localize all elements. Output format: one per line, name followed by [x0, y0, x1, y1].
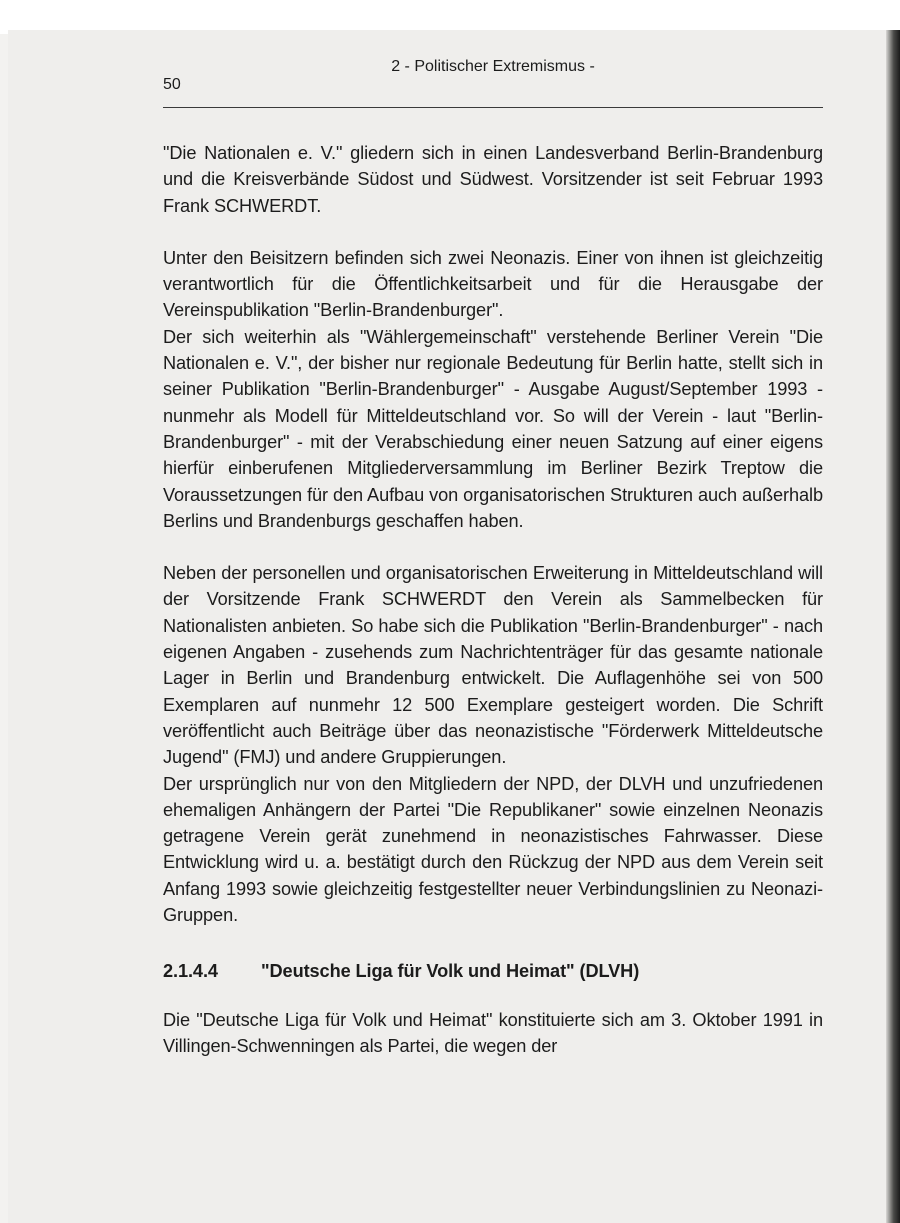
heading-gap	[163, 985, 823, 1007]
paragraph-gap	[163, 928, 823, 958]
paragraph: "Die Nationalen e. V." gliedern sich in einen Landesverband Berlin-Brandenburg und die Kreisverbände Südost und Südwest. Vorsitzender ist seit Februar 1993 Frank SCHWERDT.	[163, 143, 823, 216]
paragraph-gap	[163, 534, 823, 560]
page-header	[163, 56, 823, 106]
running-title: 2 - Politischer Extremismus -	[391, 58, 595, 75]
header-rule	[163, 107, 823, 108]
section-title: "Deutsche Liga für Volk und Heimat" (DLVH)	[261, 961, 640, 982]
scan-edge-shadow	[886, 30, 900, 1223]
paragraph: Der ursprünglich nur von den Mitgliedern der NPD, der DLVH und unzufriedenen ehemaligen Anhängern der Partei "Die Republikaner" sowie einzelnen Neonazis getragene Verein gerät zunehmend in neonazistisches Fahrwasser. Diese Entwicklung wird u. a. bestätigt durch den Rückzug der NPD aus dem Verein seit Anfang 1993 sowie gleichzeitig festgestellter neuer Verbindungslinien zu Neonazi-Gruppen.	[163, 773, 823, 926]
body-text	[163, 140, 823, 1059]
section-heading	[163, 958, 823, 984]
paragraph: Der sich weiterhin als "Wählergemeinschaft" verstehende Berliner Verein "Die Nationalen e. V.", der bisher nur regionale Bedeutung für Berlin hatte, stellt sich in seiner Publikation "Berlin-Brandenburger" - Ausgabe August/September 1993 - nunmehr als Modell für Mitteldeutschland vor. So will der Verein - laut "Berlin-Brandenburger" - mit der Verabschiedung einer neuen Satzung auf einer eigens hierfür einberufenen Mitgliederversammlung im Berliner Bezirk Treptow die Voraussetzungen für den Aufbau von organisatorischen Strukturen auch außerhalb Berlins und Brandenburgs geschaffen haben.	[163, 326, 823, 531]
section-number: 2.1.4.4	[163, 961, 218, 982]
scan-border-top	[0, 0, 900, 34]
page-number: 50	[163, 76, 181, 93]
paragraph-gap	[163, 219, 823, 245]
paragraph: Neben der personellen und organisatorischen Erweiterung in Mitteldeutschland will der Vorsitzende Frank SCHWERDT den Verein als Sammelbecken für Nationalisten anbieten. So habe sich die Publikation "Berlin-Brandenburger" - nach eigenen Angaben - zusehends zum Nachrichtenträger für das gesamte nationale Lager in Berlin und Brandenburg entwickelt. Die Auflagenhöhe sei von 500 Exemplaren auf nunmehr 12 500 Exemplare gesteigert worden. Die Schrift veröffentlicht auch Beiträge über das neonazistische "Förderwerk Mitteldeutsche Jugend" (FMJ) und andere Gruppierungen.	[163, 563, 823, 768]
paragraph: Unter den Beisitzern befinden sich zwei Neonazis. Einer von ihnen ist gleichzeitig verantwortlich für die Öffentlichkeitsarbeit und für die Herausgabe der Vereinspublikation "Berlin-Brandenburger".	[163, 247, 823, 321]
paragraph: Die "Deutsche Liga für Volk und Heimat" konstituierte sich am 3. Oktober 1991 in Villingen-Schwenningen als Partei, die wegen der	[163, 1009, 823, 1056]
